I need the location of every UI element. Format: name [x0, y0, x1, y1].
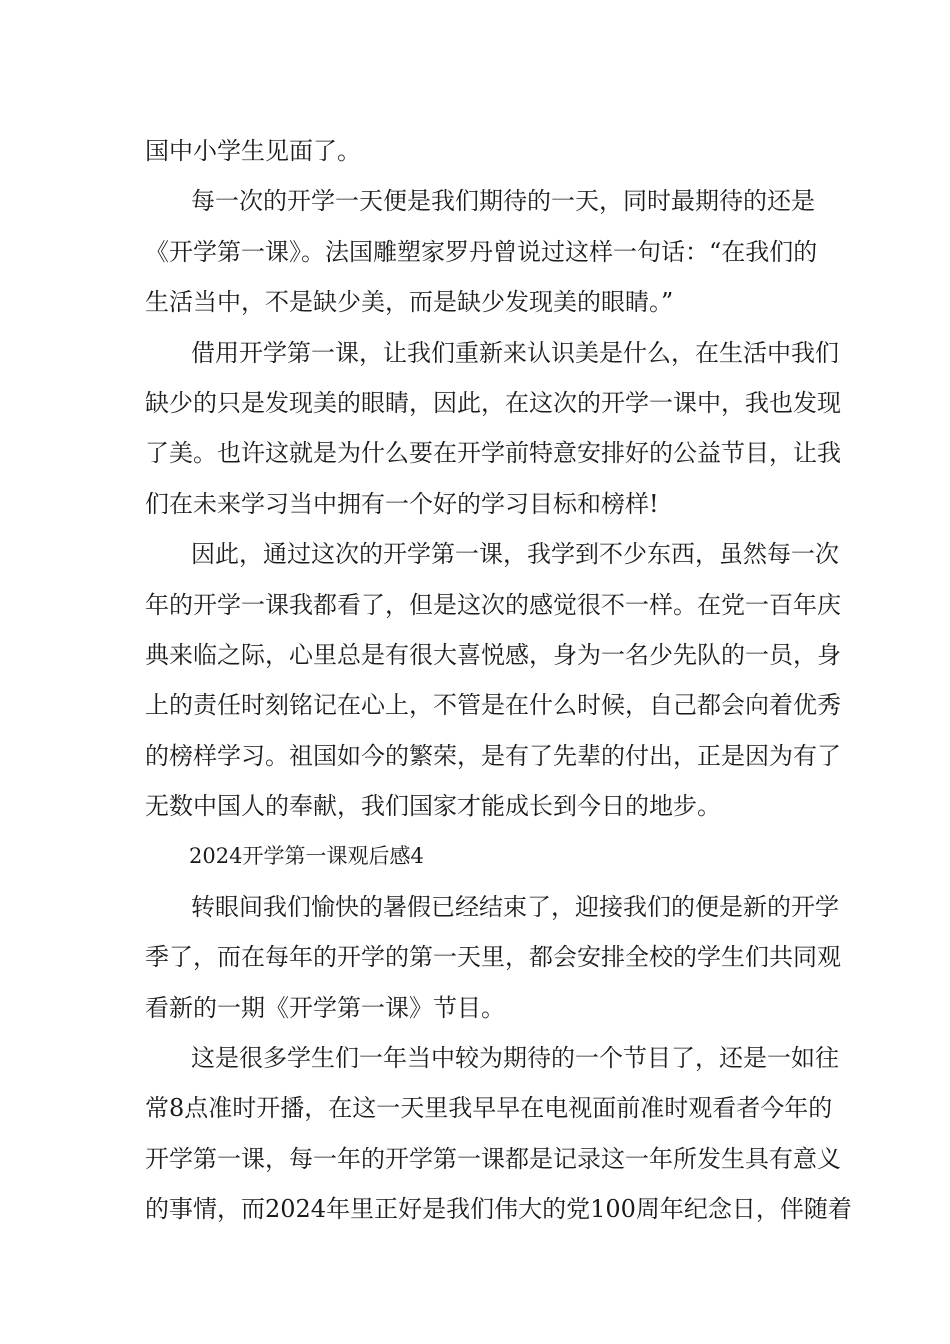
text-line: 国中小学生见面了。: [145, 137, 361, 165]
text-line: 缺少的只是发现美的眼睛，因此，在这次的开学一课中，我也发现: [145, 388, 841, 417]
text-line: 看新的一期《开学第一课》节目。: [145, 993, 505, 1022]
text-line: 借用开学第一课，让我们重新来认识美是什么，在生活中我们: [191, 338, 839, 367]
text-line: 无数中国人的奉献，我们国家才能成长到今日的地步。: [145, 792, 721, 821]
text-line: 常8点准时开播，在这一天里我早早在电视面前准时观看者今年的: [145, 1094, 833, 1123]
text-line: 《开学第一课》。法国雕塑家罗丹曾说过这样一句话：“在我们的: [145, 237, 818, 266]
text-line: 转眼间我们愉快的暑假已经结束了，迎接我们的便是新的开学: [191, 892, 839, 921]
text-line: 每一次的开学一天便是我们期待的一天，同时最期待的还是: [191, 187, 815, 216]
text-line: 因此，通过这次的开学第一课，我学到不少东西，虽然每一次: [191, 540, 839, 569]
text-line: 们在未来学习当中拥有一个好的学习目标和榜样!: [145, 489, 659, 518]
text-line: 季了，而在每年的开学的第一天里，都会安排全校的学生们共同观: [145, 943, 841, 972]
text-line: 的榜样学习。祖国如今的繁荣，是有了先辈的付出，正是因为有了: [145, 741, 841, 770]
text-line: 了美。也许这就是为什么要在开学前特意安排好的公益节目，让我: [145, 439, 841, 468]
text-line: 上的责任时刻铭记在心上，不管是在什么时候，自己都会向着优秀: [145, 691, 841, 720]
text-line: 开学第一课，每一年的开学第一课都是记录这一年所发生具有意义: [145, 1144, 841, 1173]
document-body: [145, 126, 852, 1235]
text-line: 的事情，而2024年里正好是我们伟大的党100周年纪念日，伴随着: [145, 1195, 852, 1224]
section-heading: 2024开学第一课观后感4: [189, 844, 424, 869]
text-line: 生活当中，不是缺少美，而是缺少发现美的眼睛。”: [145, 288, 674, 317]
text-line: 这是很多学生们一年当中较为期待的一个节目了，还是一如往: [191, 1044, 839, 1073]
text-line: 年的开学一课我都看了，但是这次的感觉很不一样。在党一百年庆: [145, 590, 841, 619]
text-line: 典来临之际，心里总是有很大喜悦感，身为一名少先队的一员，身: [145, 640, 841, 669]
